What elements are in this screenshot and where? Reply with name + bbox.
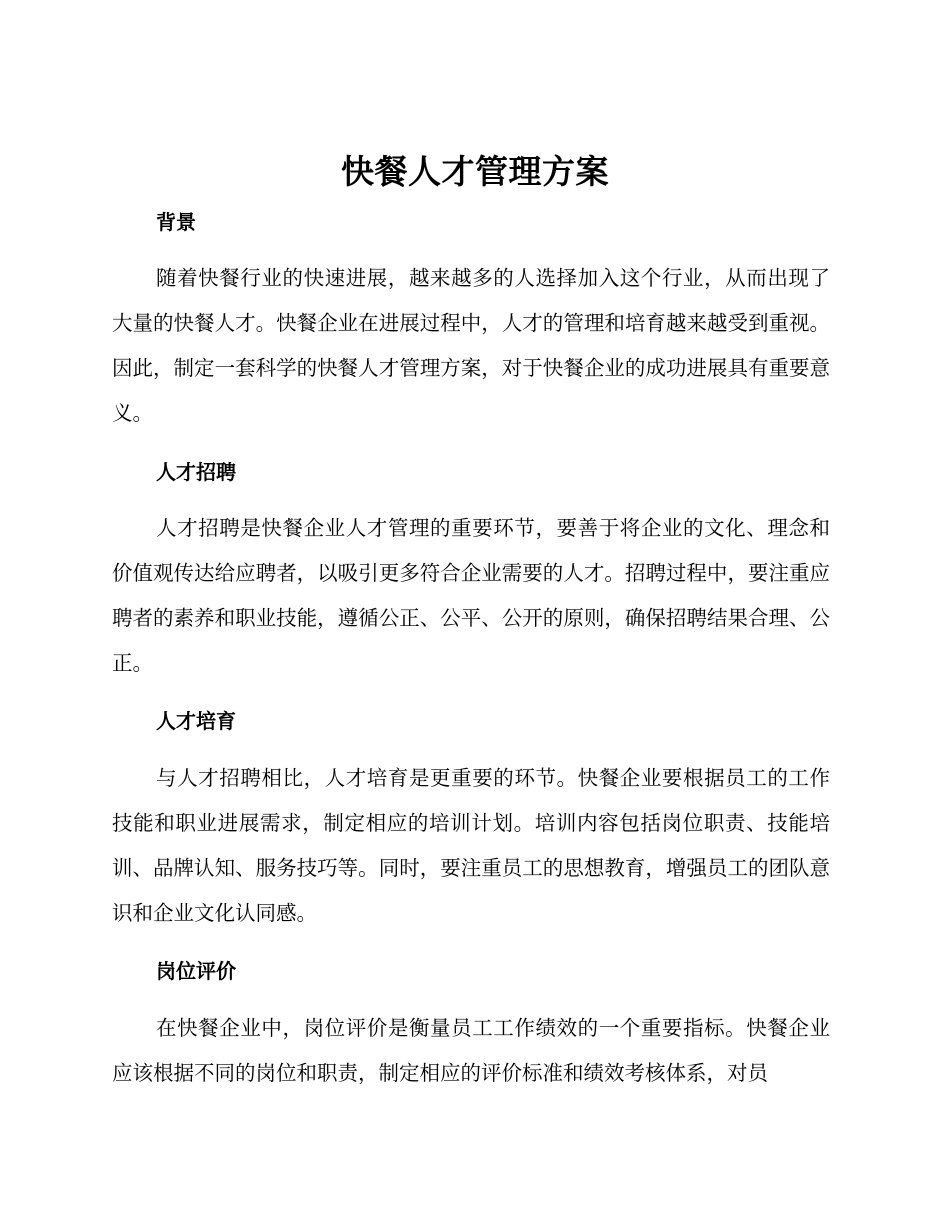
section-paragraph-training: 与人才招聘相比，人才培育是更重要的环节。快餐企业要根据员工的工作技能和职业进展需求，制定相应的培训计划。培训内容包括岗位职责、技能培训、品牌认知、服务技巧等。同时，要注重员工的思想教育，增强员工的团队意识和企业文化认同感。 <box>112 766 830 925</box>
section-paragraph-evaluation: 在快餐企业中，岗位评价是衡量员工工作绩效的一个重要指标。快餐企业应该根据不同的岗位和职责，制定相应的评价标准和绩效考核体系，对员 <box>112 1016 830 1085</box>
section-paragraph-recruitment: 人才招聘是快餐企业人才管理的重要环节，要善于将企业的文化、理念和价值观传达给应聘者，以吸引更多符合企业需要的人才。招聘过程中，要注重应聘者的素养和职业技能，遵循公正、公平、公开的原则，确保招聘结果合理、公正。 <box>112 516 830 675</box>
section-heading-recruitment: 人才招聘 <box>156 460 236 484</box>
section-heading-background: 背景 <box>156 210 196 234</box>
document-title: 快餐人才管理方案 <box>341 152 609 191</box>
section-heading-evaluation: 岗位评价 <box>156 959 236 983</box>
section-heading-training: 人才培育 <box>156 709 236 733</box>
section-paragraph-background: 随着快餐行业的快速进展，越来越多的人选择加入这个行业，从而出现了大量的快餐人才。快餐企业在进展过程中，人才的管理和培育越来越受到重视。因此，制定一套科学的快餐人才管理方案，对于快餐企业的成功进展具有重要意义。 <box>112 266 830 425</box>
